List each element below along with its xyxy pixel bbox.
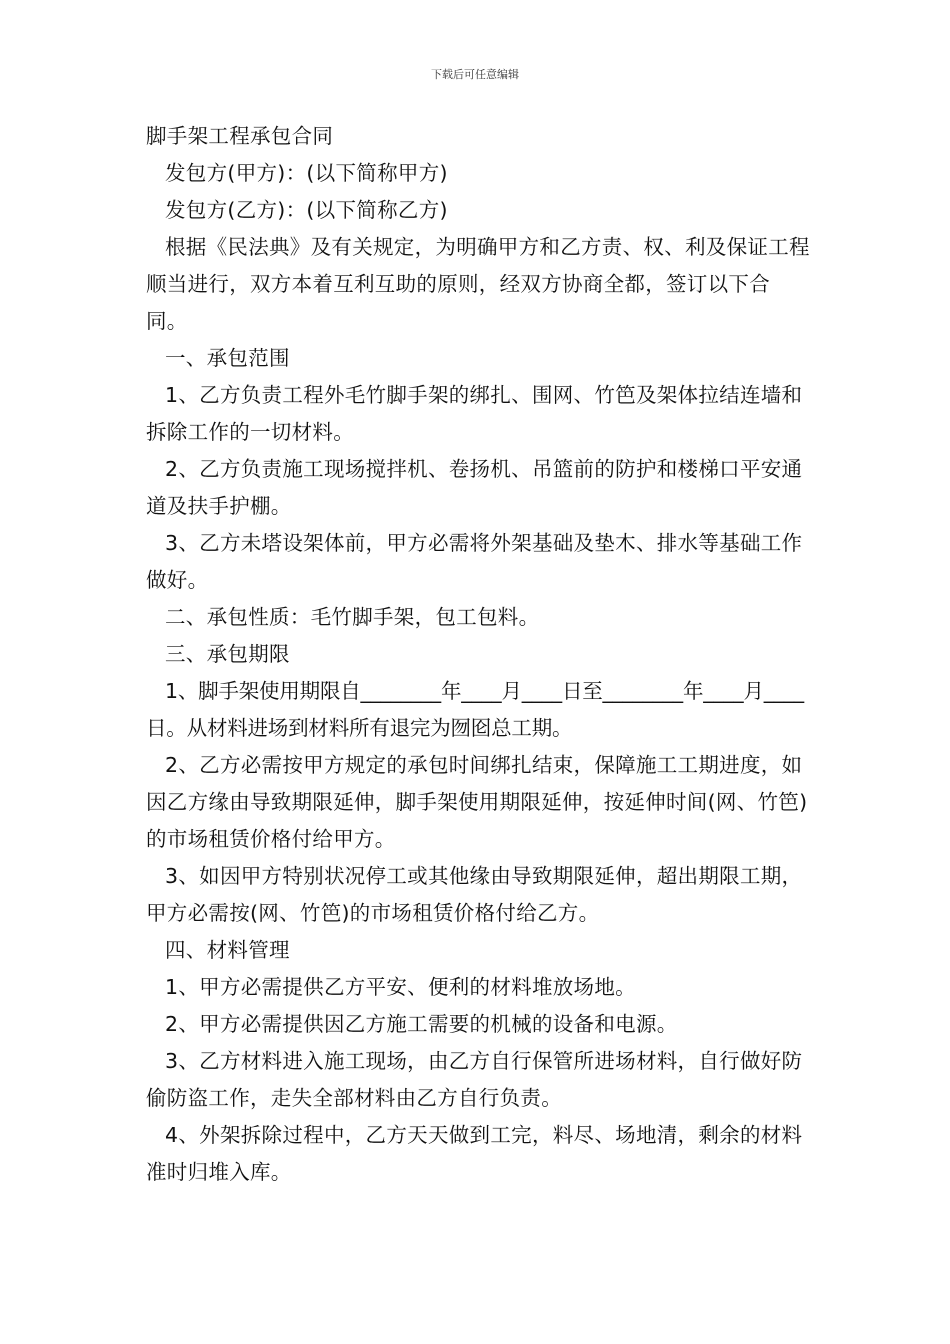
party-a-line: 发包方(甲方)：(以下简称甲方) [165, 161, 448, 185]
contract-body [146, 118, 810, 1191]
section-heading-scope: 一、承包范围 [165, 346, 290, 370]
term-clause-2: 2、乙方必需按甲方规定的承包时间绑扎结束，保障施工工期进度，如因乙方缘由导致期限延伸，脚手架使用期限延伸，按延伸时间(网、竹笆)的市场租赁价格付给甲方。 [146, 753, 808, 851]
party-b-line: 发包方(乙方)：(以下简称乙方) [165, 198, 448, 222]
scope-clause-1: 1、乙方负责工程外毛竹脚手架的绑扎、围网、竹笆及架体拉结连墙和拆除工作的一切材料。 [146, 383, 803, 444]
header-note: 下载后可任意编辑 [431, 68, 519, 81]
scope-clause-2: 2、乙方负责施工现场搅拌机、卷扬机、吊篮前的防护和楼梯口平安通道及扶手护棚。 [146, 457, 803, 518]
section-heading-materials: 四、材料管理 [165, 938, 290, 962]
section-heading-term: 三、承包期限 [165, 642, 290, 666]
term-clause-1: 1、脚手架使用期限自________年____月____日至________年____月____日。从材料进场到材料所有退完为囫囵总工期。 [146, 679, 804, 740]
contract-title: 脚手架工程承包合同 [146, 124, 334, 148]
materials-clause-1: 1、甲方必需提供乙方平安、便利的材料堆放场地。 [165, 975, 636, 999]
materials-clause-3: 3、乙方材料进入施工现场，由乙方自行保管所进场材料，自行做好防偷防盗工作，走失全部材料由乙方自行负责。 [146, 1049, 803, 1110]
scope-clause-3: 3、乙方未塔设架体前，甲方必需将外架基础及垫木、排水等基础工作做好。 [146, 531, 803, 592]
materials-clause-4: 4、外架拆除过程中，乙方天天做到工完，料尽、场地清，剩余的材料准时归堆入库。 [146, 1123, 803, 1184]
materials-clause-2: 2、甲方必需提供因乙方施工需要的机械的设备和电源。 [165, 1012, 678, 1036]
section-heading-nature: 二、承包性质：毛竹脚手架，包工包料。 [165, 605, 540, 629]
preamble-paragraph: 根据《民法典》及有关规定，为明确甲方和乙方责、权、利及保证工程顺当进行，双方本着互利互助的原则，经双方协商全都，签订以下合同。 [146, 235, 810, 333]
term-clause-3: 3、如因甲方特别状况停工或其他缘由导致期限延伸，超出期限工期，甲方必需按(网、竹笆)的市场租赁价格付给乙方。 [146, 864, 803, 925]
